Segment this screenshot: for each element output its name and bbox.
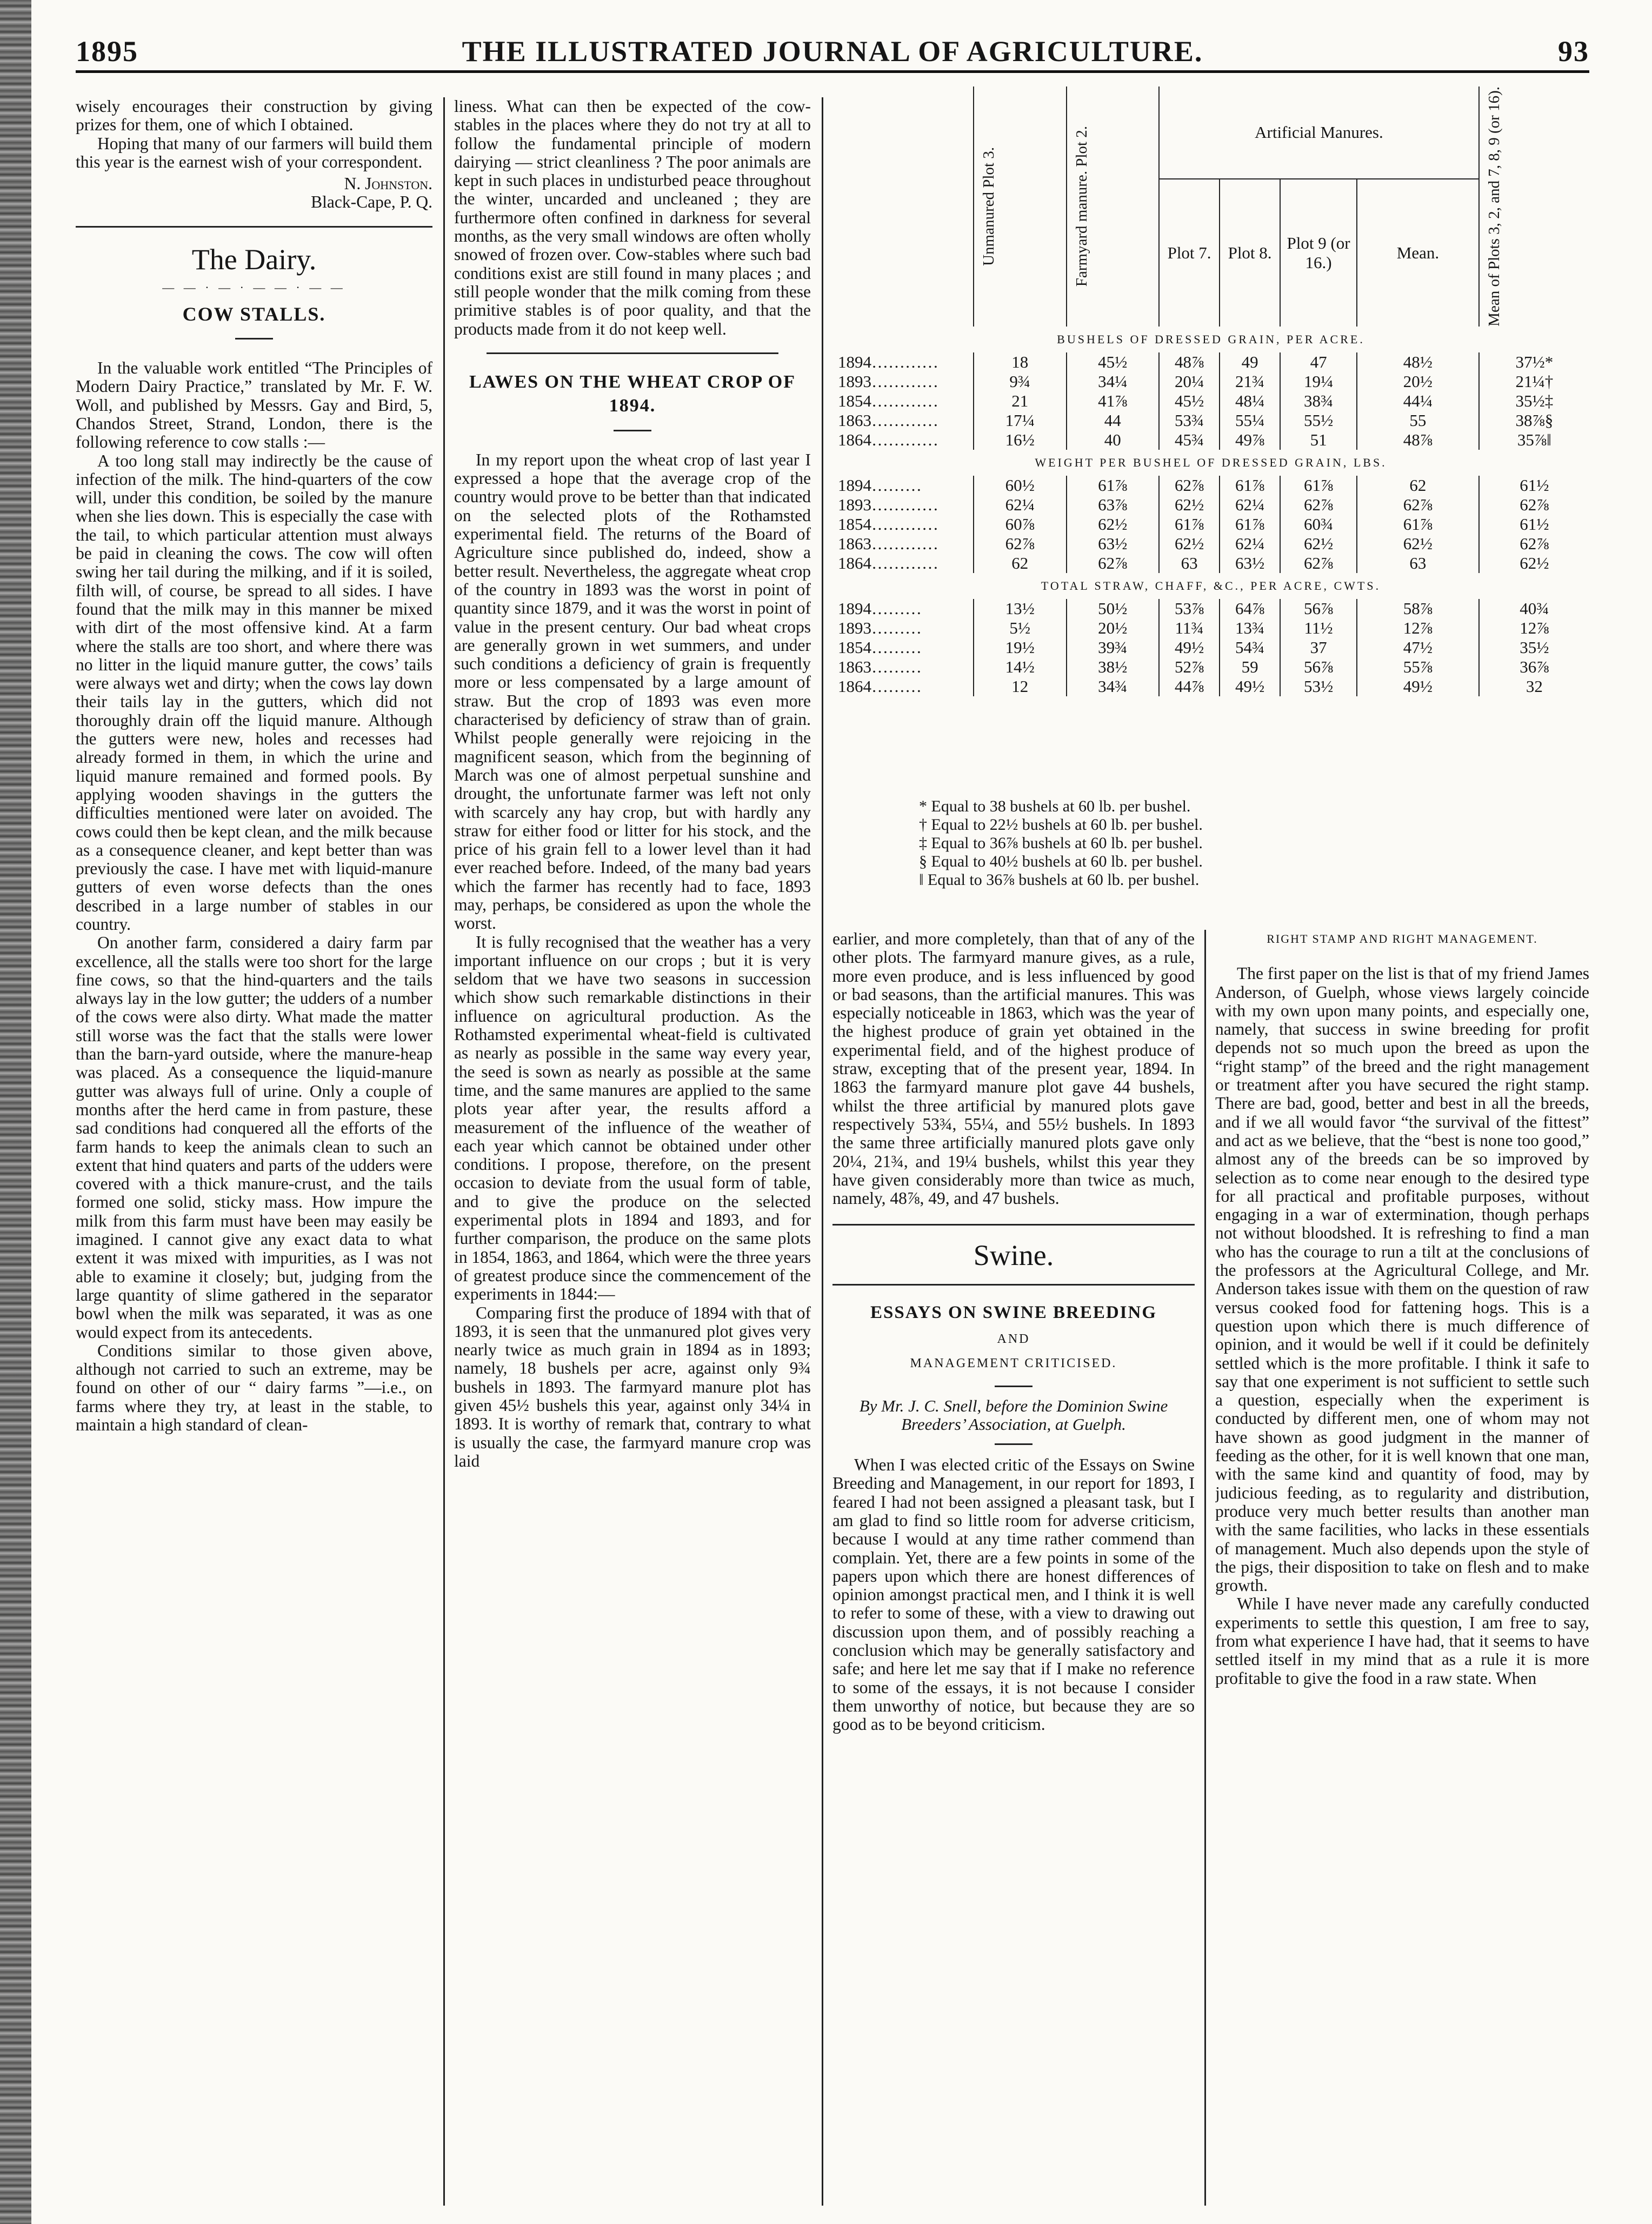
table-row	[832, 495, 1589, 515]
table-cell: 55¼	[1220, 411, 1280, 430]
table-cell: 38¾	[1280, 391, 1357, 411]
table-cell: 39¾	[1067, 638, 1160, 657]
col-head-plot-8: Plot 8.	[1220, 179, 1280, 327]
footnote: * Equal to 38 bushels at 60 lb. per bushel.	[919, 797, 1191, 815]
table-cell: 62½	[1357, 534, 1479, 554]
article-subtitle: MANAGEMENT CRITICISED.	[910, 1356, 1117, 1370]
row-year-cell: 1854…………	[838, 514, 938, 534]
journal-page	[76, 0, 1589, 2224]
table-cell: 50½	[1067, 599, 1160, 618]
table-cell: 12	[974, 677, 1067, 696]
table-header-row	[832, 86, 1589, 179]
table-section-heading	[832, 450, 1589, 476]
col-head-unmanured: Unmanured Plot 3.	[980, 147, 997, 266]
table-cell: 35½	[1479, 638, 1589, 657]
body-paragraph: While I have never made any carefully conducted experiments to settle this question, I am free to say, from what experience I have had, that it seems to have settled itself in my mind that as a rule it is more profitable to give the food in a raw state. When	[1215, 1594, 1589, 1688]
table-cell: 11½	[1280, 618, 1357, 638]
table-cell: 61⅞	[1220, 515, 1280, 534]
body-paragraph: It is fully recognised that the weather has a very important influence on our crops ; but it is very seldom that we have two seasons in succession which show such remarkable distinctions in their influence on agricultural production. As the Rothamsted experimental wheat-field is cultivated as nearly as possible in the same way every year, the seed is sown as nearly as possible at the same time, and the same manures are applied to the same plots year after year, the results afford a measurement of the influence of the weather of each year which cannot be obtained under other conditions. I propose, therefore, on the present occasion to deviate from the usual form of table, and to give the produce on the selected experimental plots in 1894 and 1893, and for further comparison, the produce on the same plots in 1854, 1863, and 1864, which were the three years of greatest produce since the commencement of the experiments in 1844:—	[454, 932, 811, 1304]
table-cell: 62	[1357, 476, 1479, 495]
table-cell: 48¼	[1220, 391, 1280, 411]
table-row	[832, 677, 1589, 696]
footnote: † Equal to 22½ bushels at 60 lb. per bushel.	[919, 816, 1203, 834]
row-year-cell: 1893…………	[838, 371, 938, 391]
table-cell: 20½	[1357, 372, 1479, 391]
body-paragraph: earlier, and more completely, than that of any of the other plots. The farmyard manure gives, as a rule, more even produce, and is less influenced by good or bad seasons, than the artificial manures. This was especially noticeable in 1863, which was the year of the highest produce of grain yet obtained in the experimental field, and of the highest produce of straw, excepting that of the present year, 1894. In 1863 the farmyard manure plot gave 44 bushels, whilst the three artificial by manured plots gave respectively 53¾, 55¼, and 55½ bushels. In 1893 the same three artificially manured plots gave only 20¼, 21¾, and 19¼ bushels, whilst this year they have given considerably more than twice as much, namely, 48⅞, 49, and 47 bushels.	[832, 930, 1195, 1208]
table-row	[832, 638, 1589, 657]
table-cell: 44	[1067, 411, 1160, 430]
table-section-heading	[832, 573, 1589, 599]
table-cell: 34¼	[1067, 372, 1160, 391]
table-cell: 35½‡	[1479, 391, 1589, 411]
table-cell: 62¼	[1220, 495, 1280, 515]
row-year-cell: 1854…………	[838, 391, 938, 410]
table-cell: 62⅞	[1479, 495, 1589, 515]
table-row	[832, 657, 1589, 677]
wheat-produce-table	[832, 86, 1589, 696]
table-cell: 61⅞	[1220, 476, 1280, 495]
signature-name: N. Johnston.	[344, 174, 432, 194]
table-cell: 61½	[1479, 515, 1589, 534]
table-cell: 55½	[1280, 411, 1357, 430]
table-row	[832, 534, 1589, 554]
table-cell: 53½	[1280, 677, 1357, 696]
table-row	[832, 554, 1589, 573]
section-title-swine: Swine.	[973, 1239, 1054, 1272]
table-cell: 63½	[1067, 534, 1160, 554]
table-cell: 63	[1357, 554, 1479, 573]
table-cell: 62½	[1159, 534, 1220, 554]
subheading-right-stamp: RIGHT STAMP AND RIGHT MANAGEMENT.	[1267, 932, 1538, 945]
table-cell: 62½	[1280, 534, 1357, 554]
table-cell: 16½	[974, 430, 1067, 450]
table-cell: 49	[1220, 352, 1280, 372]
table-cell: 61⅞	[1067, 476, 1160, 495]
table-cell: 61⅞	[1357, 515, 1479, 534]
col-head-artificial: Artificial Manures.	[1159, 86, 1479, 179]
table-cell: 14½	[974, 657, 1067, 677]
footnote: ‖ Equal to 36⅞ bushels at 60 lb. per bushel.	[919, 871, 1200, 889]
short-rule	[995, 1386, 1032, 1387]
table-row	[832, 476, 1589, 495]
col-head-mean: Mean.	[1357, 179, 1479, 327]
body-paragraph: The first paper on the list is that of my friend James Anderson, of Guelph, whose views largely coincide with my own upon many points, and especially one, namely, that success in swine breeding for profit depends not so much upon the breed as upon the “right stamp” of the breed and the right management or treatment after you have secured the right stamp. There are bad, good, better and best in all the breeds, and if we all would favor “the survival of the fittest” and act as we believe, that the “best is none too good,” almost any of the breeds can be so improved by selection as to come near enough to the desired type for all practical and profitable purposes, without engaging in a war of extermination, though perhaps not without bloodshed. It is refreshing to find a man who has the courage to run a tilt at the conclusions of the professors at the Agricultural College, and Mr. Anderson takes issue with them on the question of raw versus cooked food for fattening hogs. This is a question upon which there is much difference of opinion, and it would be well if it could be definitely settled which is the more profitable. I think it safe to say that one experiment is not sufficient to settle such a question, especially when the experiment is conducted by different men, one of whom may not have shown as good judgment in the manner of feeding as the other, for it is well known that one man, with the same kind and quantity of food, may by judicious feeding, as to regularity and distribution, produce very much better results than another man with the same facilities, who lacks in these essentials of management. Much also depends upon the style of the pigs, their disposition to take on flesh and to make growth.	[1215, 964, 1589, 1595]
row-year-cell: 1894…………	[838, 352, 938, 371]
article-title-cow-stalls: COW STALLS.	[182, 303, 326, 325]
byline: By Mr. J. C. Snell, before the Dominion Swine Breeders’ Association, at Guelph.	[859, 1396, 1168, 1434]
table-cell: 60¾	[1280, 515, 1357, 534]
table-cell: 62⅞	[1280, 554, 1357, 573]
table-cell: 12⅞	[1479, 618, 1589, 638]
body-paragraph: Comparing first the produce of 1894 with that of 1893, it is seen that the unmanured plot gives very nearly twice as much grain in 1894 as in 1893; namely, 18 bushels per acre, against only 9¾ bushels in 1893. The farmyard manure plot has given 45½ bushels this year, against only 34¼ in 1893. It is worthy of remark that, contrary to what is usually the case, the farmyard manure crop was laid	[454, 1303, 811, 1470]
table-cell: 53⅞	[1159, 599, 1220, 618]
short-rule	[995, 1443, 1032, 1445]
table-cell: 32	[1479, 677, 1589, 696]
footnote: § Equal to 40½ bushels at 60 lb. per bushel.	[919, 853, 1203, 870]
table-cell: 45½	[1159, 391, 1220, 411]
footnote: ‡ Equal to 36⅞ bushels at 60 lb. per bushel.	[919, 834, 1203, 852]
table-cell: 49½	[1220, 677, 1280, 696]
short-rule	[235, 338, 273, 339]
table-cell: 18	[974, 352, 1067, 372]
table-cell: 62⅞	[974, 534, 1067, 554]
table-section-heading	[832, 327, 1589, 352]
row-year-cell: 1863…………	[838, 410, 938, 430]
table-cell: 13¾	[1220, 618, 1280, 638]
table-cell: 58⅞	[1357, 599, 1479, 618]
table-cell: 19¼	[1280, 372, 1357, 391]
table-cell: 62⅞	[1067, 554, 1160, 573]
body-paragraph: A too long stall may indirectly be the cause of infection of the milk. The hind-quarters of the cow will, under this condition, be soiled by the manure when she lies down. This is especially the case with the tail, to which particular attention must always be paid in cleaning the cows. The cow will often swing her tail during the milking, and if it is soiled, filth will, of course, be spread to all sides. I have found that the milk may in this manner be mixed with dirt of the most offensive kind. At a farm where the stalls are too short, and where there was no litter in the liquid manure gutter, the cows’ tails were always wet and dirty; when the cows lay down their tails lay in the gutters, which did not thoroughly drain off the liquid manure. Although the gutters were new, holes and recesses had already formed in them, in which the urine and liquid manure remained and formed pools. By applying wooden shavings in the gutters the difficulties mentioned were later on avoided. The cows could then be kept clean, and the milk because as a consequence cleaner, and kept better than was previously the case. I have met with liquid-manure gutters of even worse defects than the ones described in a large number of stables in our country.	[76, 451, 432, 934]
body-paragraph: When I was elected critic of the Essays on Swine Breeding and Management, in our report for 1893, I feared I had not been assigned a pleasant task, but I am glad to find so little room for adverse criticism, because I would at any time rather commend than complain. Yet, there are a few points in some of the papers upon which there are honest differences of opinion amongst practical men, and I think it is well to refer to some of these, with a view to drawing out discussion upon them, and of possibly reaching a conclusion which may be generally satisfactory and safe; and here let me say that if I make no reference to some of the essays, it is not because I consider them unworthy of notice, but because they are so good as to be beyond criticism.	[832, 1455, 1195, 1734]
table-row	[832, 411, 1589, 430]
table-cell: 53¾	[1159, 411, 1220, 430]
table-cell: 41⅞	[1067, 391, 1160, 411]
col-head-plot-7: Plot 7.	[1159, 179, 1220, 327]
table-cell: 62½	[1159, 495, 1220, 515]
row-year-cell: 1894………	[838, 475, 922, 495]
body-paragraph: In the valuable work entitled “The Principles of Modern Dairy Practice,” translated by Mr. F. W. Woll, and published by Messrs. Gay and Bird, 5, Chandos Street, Strand, London, there is the following reference to cow stalls :—	[76, 358, 432, 452]
table-row	[832, 430, 1589, 450]
table-cell: 38½	[1067, 657, 1160, 677]
row-year-cell: 1864………	[838, 676, 922, 696]
table-cell: 47½	[1357, 638, 1479, 657]
table-cell: 11¾	[1159, 618, 1220, 638]
table-cell: 37	[1280, 638, 1357, 657]
body-paragraph: Conditions similar to those given above, although not carried to such an extreme, may be found on other of our “ dairy farms ”—i.e., on farms where they try, at least in the stable, to maintain a high standard of clean-	[76, 1341, 432, 1434]
table-cell: 45½	[1067, 352, 1160, 372]
table-cell: 62⅞	[1357, 495, 1479, 515]
table-cell: 61⅞	[1159, 515, 1220, 534]
body-paragraph: liness. What can then be expected of the cow-stables in the places where they do not try at all to follow the fundamental principle of modern dairying — strict cleanliness ? The poor animals are kept in such places in undisturbed peace throughout the winter, uncarded and uncleaned ; they are furthermore often confined in darkness for several months, as the very small windows are often wholly snowed of frozen over. Cow-stables where such bad conditions exist are still found in many places ; and still people wonder that the milk coming from these primitive stables is of poor quality, and that the products made from it do not keep well.	[454, 97, 811, 338]
table-footnotes	[919, 797, 1460, 889]
table-cell: 62½	[1479, 554, 1589, 573]
col-head-farmyard: Farmyard manure. Plot 2.	[1073, 126, 1090, 287]
table-cell: 47	[1280, 352, 1357, 372]
section-heading-cell: WEIGHT PER BUSHEL OF DRESSED GRAIN, LBS.	[1035, 455, 1387, 469]
table-cell: 44⅞	[1159, 677, 1220, 696]
table-cell: 12⅞	[1357, 618, 1479, 638]
table-cell: 62¼	[1220, 534, 1280, 554]
table-cell: 34¾	[1067, 677, 1160, 696]
table-cell: 17¼	[974, 411, 1067, 430]
table-row	[832, 391, 1589, 411]
table-row	[832, 372, 1589, 391]
table-cell: 62⅞	[1280, 495, 1357, 515]
section-title-dairy: The Dairy.	[191, 243, 317, 276]
intro-paragraph: wisely encourages their construction by giving prizes for them, one of which I obtained.	[76, 97, 432, 135]
row-year-cell: 1863………	[838, 657, 922, 676]
table-cell: 62½	[1067, 515, 1160, 534]
table-cell: 48⅞	[1159, 352, 1220, 372]
table-cell: 61⅞	[1280, 476, 1357, 495]
column-1	[76, 97, 432, 2206]
table-cell: 63	[1159, 554, 1220, 573]
table-cell: 62	[974, 554, 1067, 573]
row-year-cell: 1893………	[838, 618, 922, 637]
table-cell: 59	[1220, 657, 1280, 677]
table-row	[832, 618, 1589, 638]
signature-place: Black-Cape, P. Q.	[311, 192, 432, 212]
column-rule	[822, 97, 823, 2206]
row-year-cell: 1863…………	[838, 534, 938, 553]
table-cell: 61½	[1479, 476, 1589, 495]
table-cell: 19½	[974, 638, 1067, 657]
intro-paragraph: Hoping that many of our farmers will build them this year is the earnest wish of your correspondent.	[76, 134, 432, 171]
table-cell: 55⅞	[1357, 657, 1479, 677]
table-cell: 62⅞	[1479, 534, 1589, 554]
short-rule	[614, 430, 651, 431]
table-cell: 51	[1280, 430, 1357, 450]
table-cell: 21¼†	[1479, 372, 1589, 391]
table-cell: 21	[974, 391, 1067, 411]
table-cell: 48⅞	[1357, 430, 1479, 450]
column-4	[1215, 930, 1589, 2206]
section-divider	[487, 352, 778, 354]
header-page-number: 93	[1558, 35, 1589, 68]
ornament-rule: — — · — · — — · — —	[162, 280, 346, 294]
table-cell: 49½	[1357, 677, 1479, 696]
table-cell: 20¼	[1159, 372, 1220, 391]
table-row	[832, 599, 1589, 618]
row-year-cell: 1864…………	[838, 430, 938, 449]
table-cell: 55	[1357, 411, 1479, 430]
col-head-mean-of-plots: Mean of Plots 3, 2, and 7, 8, 9 (or 16).	[1485, 86, 1503, 327]
article-title-swine-essays: ESSAYS ON SWINE BREEDING	[870, 1303, 1157, 1323]
table-cell: 38⅞§	[1479, 411, 1589, 430]
column-3	[832, 930, 1195, 2206]
table-cell: 20½	[1067, 618, 1160, 638]
table-cell: 52⅞	[1159, 657, 1220, 677]
table-cell: 63⅞	[1067, 495, 1160, 515]
table-cell: 64⅞	[1220, 599, 1280, 618]
table-cell: 48½	[1357, 352, 1479, 372]
table-cell: 45¾	[1159, 430, 1220, 450]
table-row	[832, 515, 1589, 534]
header-title: THE ILLUSTRATED JOURNAL OF AGRICULTURE.	[462, 35, 1203, 68]
column-rule	[1204, 930, 1206, 2206]
row-year-cell: 1894………	[838, 598, 922, 618]
table-cell: 21¾	[1220, 372, 1280, 391]
column-2	[454, 97, 811, 2206]
body-paragraph: In my report upon the wheat crop of last year I expressed a hope that the average crop of the country would prove to be better than that indicated on the selected plots of the Rothamsted experimental field. The returns of the Board of Agriculture since published do, indeed, show a better result. Nevertheless, the aggregate wheat crop of the country in 1893 was the worst in point of quantity since 1879, and it was the worst in point of value in the present century. Our bad wheat crops are generally grown in wet summers, and under such conditions a deficiency of grain is frequently more or less compensated by a large amount of straw. But the crop of 1893 was even more characterised by deficiency of straw than of grain. Whilst people generally were rejoicing in the magnificent season, which from the beginning of March was one of almost perpetual sunshine and drought, the unfortunate farmer was left not only with scarcely any hay crop, but with hardly any straw for either food or litter for his stock, and the price of his grain fell to a lower level than it had ever reached before. Indeed, of the many bad years which the farmer has recently had to face, 1893 may, perhaps, be considered as upon the whole the worst.	[454, 450, 811, 933]
table-cell: 56⅞	[1280, 599, 1357, 618]
row-year-cell: 1854………	[838, 637, 922, 657]
table-cell: 44¼	[1357, 391, 1479, 411]
article-title-and: AND	[997, 1332, 1030, 1347]
article-title-wheat-crop: LAWES ON THE WHEAT CROP OF 1894.	[469, 371, 796, 416]
column-rule	[443, 97, 445, 2206]
scanned-page-edge	[0, 0, 31, 2224]
table-cell: 40	[1067, 430, 1160, 450]
section-divider	[832, 1224, 1195, 1226]
section-divider	[832, 1284, 1195, 1286]
table-cell: 63½	[1220, 554, 1280, 573]
table-cell: 5½	[974, 618, 1067, 638]
table-cell: 36⅞	[1479, 657, 1589, 677]
table-cell: 54¾	[1220, 638, 1280, 657]
body-paragraph: On another farm, considered a dairy farm par excellence, all the stalls were too short for the large fine cows, so that the hind-quarters and the tails always lay in the low gutter; the udders of a number of the cows were also dirty. What made the matter still worse was the fact that the stalls were lower than the barn-yard outside, where the manure-heap was placed. As a consequence the liquid-manure gutter was always full of urine. Only a couple of months after the herd came in from pasture, these sad conditions had conquered all the efforts of the farm hands to keep the animals clean to such an extent that hind quaters and parts of the udders were covered with a thick manure-crust, and the tails formed one solid, sticky mass. How impure the milk from this farm must have been may easily be imagined. I cannot give any exact data to what extent it was mixed with impurities, as I was not able to examine it closely; but, judging from the large quantity of slime gathered in the separator bowl when the milk was separated, it was as one would expect from its antecedents.	[76, 933, 432, 1342]
row-year-cell: 1864…………	[838, 553, 938, 572]
table-cell: 40¾	[1479, 599, 1589, 618]
header-year: 1895	[76, 35, 138, 68]
table-cell: 60½	[974, 476, 1067, 495]
table-cell: 37½*	[1479, 352, 1589, 372]
running-header	[76, 32, 1589, 73]
table-row	[832, 352, 1589, 372]
table-cell: 56⅞	[1280, 657, 1357, 677]
row-year-cell: 1893…………	[838, 495, 938, 514]
section-heading-cell: TOTAL STRAW, CHAFF, &C., PER ACRE, CWTS.	[1041, 578, 1381, 592]
table-cell: 62⅞	[1159, 476, 1220, 495]
table-cell: 60⅞	[974, 515, 1067, 534]
table-cell: 62¼	[974, 495, 1067, 515]
col-head-plot-9: Plot 9 (or 16.)	[1280, 179, 1357, 327]
table-cell: 9¾	[974, 372, 1067, 391]
section-heading-cell: BUSHELS OF DRESSED GRAIN, PER ACRE.	[1057, 332, 1365, 346]
section-divider	[76, 226, 432, 228]
table-cell: 35⅞‖	[1479, 430, 1589, 450]
table-cell: 49½	[1159, 638, 1220, 657]
table-cell: 13½	[974, 599, 1067, 618]
table-cell: 49⅞	[1220, 430, 1280, 450]
